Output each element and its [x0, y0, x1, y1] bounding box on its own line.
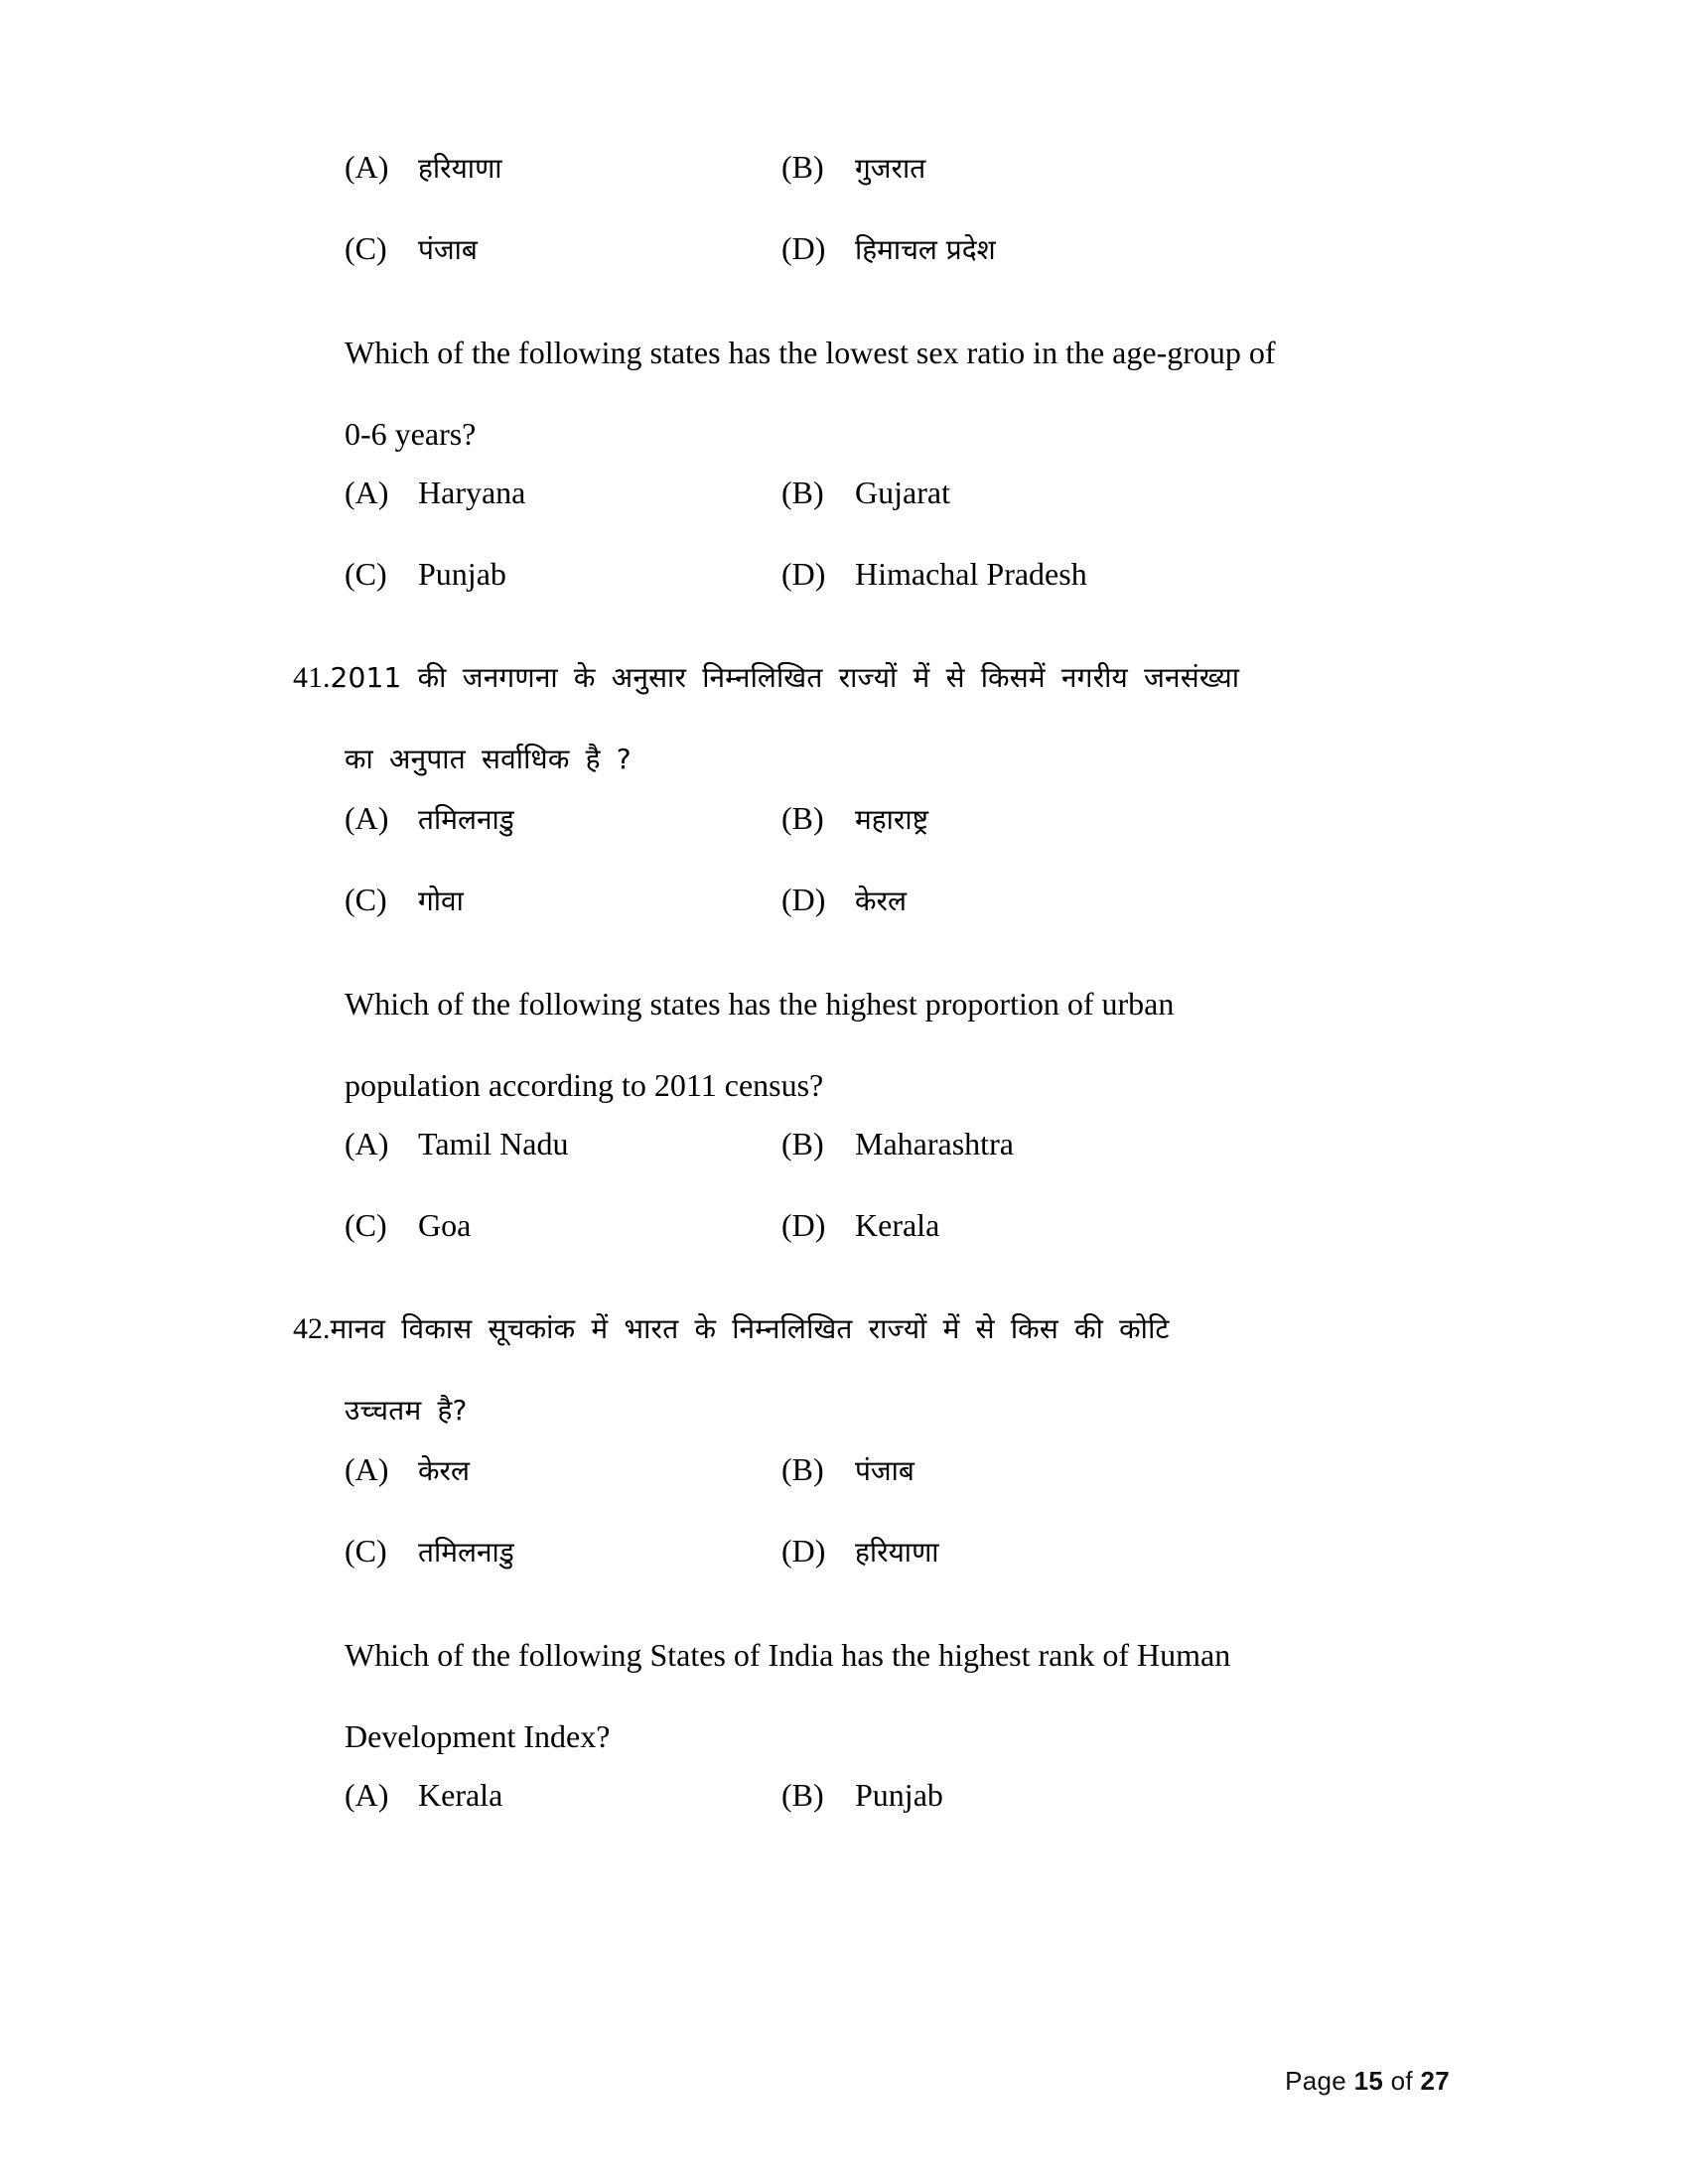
option-label: (C) — [345, 556, 387, 592]
option-label: (D) — [781, 230, 826, 266]
option-label: (A) — [345, 1451, 389, 1487]
question-number: 41. — [293, 661, 331, 694]
option-text: पंजाब — [418, 233, 478, 266]
option-a[interactable] — [293, 1451, 781, 1489]
question-line — [293, 1614, 1405, 1696]
option-text: Haryana — [418, 475, 526, 510]
question-block-41-hindi — [293, 637, 1405, 963]
option-c[interactable] — [293, 882, 781, 919]
question-text: Which of the following states has the highest proportion of urban — [345, 986, 1175, 1022]
option-d[interactable] — [781, 230, 1337, 268]
option-b[interactable] — [781, 1777, 1337, 1814]
option-row — [293, 1533, 1405, 1614]
question-text: population according to 2011 census? — [345, 1067, 824, 1103]
option-label: (C) — [345, 882, 387, 917]
option-a[interactable] — [293, 475, 781, 511]
option-label: (D) — [781, 1533, 826, 1569]
option-label: (A) — [345, 149, 389, 185]
page-content — [293, 149, 1405, 1858]
option-label: (A) — [345, 800, 389, 836]
question-line — [293, 1289, 1405, 1370]
option-row — [293, 149, 1405, 230]
page-footer — [1285, 2066, 1450, 2097]
option-a[interactable] — [293, 1777, 781, 1814]
option-text: Gujarat — [855, 475, 950, 510]
option-b[interactable] — [781, 1126, 1337, 1162]
option-text: गोवा — [418, 885, 464, 917]
question-line — [293, 393, 1405, 475]
option-label: (B) — [781, 475, 824, 510]
option-a[interactable] — [293, 1126, 781, 1162]
question-line — [293, 312, 1405, 393]
question-text: का अनुपात सर्वाधिक है ? — [345, 743, 632, 775]
footer-of-label: of — [1390, 2066, 1413, 2096]
option-row — [293, 1207, 1405, 1289]
option-text: हरियाणा — [418, 152, 502, 185]
question-block-42-english — [293, 1614, 1405, 1858]
question-text: Which of the following States of India has the highest rank of Human — [345, 1637, 1231, 1673]
question-line — [293, 1044, 1405, 1126]
option-label: (D) — [781, 882, 826, 917]
option-c[interactable] — [293, 1533, 781, 1570]
option-label: (B) — [781, 800, 824, 836]
option-text: तमिलनाडु — [418, 1536, 514, 1569]
option-text: Tamil Nadu — [418, 1126, 569, 1161]
question-block-42-hindi — [293, 1289, 1405, 1614]
footer-page-number: 15 — [1353, 2066, 1384, 2096]
option-c[interactable] — [293, 230, 781, 268]
option-label: (A) — [345, 1777, 389, 1813]
footer-page-label: Page — [1285, 2066, 1347, 2096]
question-text: 0-6 years? — [345, 416, 477, 452]
option-label: (B) — [781, 149, 824, 185]
question-block-q40-hindi-options — [293, 149, 1405, 312]
option-label: (D) — [781, 1207, 826, 1243]
option-label: (B) — [781, 1777, 824, 1813]
option-label: (A) — [345, 475, 389, 510]
option-c[interactable] — [293, 1207, 781, 1244]
option-label: (B) — [781, 1126, 824, 1161]
option-c[interactable] — [293, 556, 781, 593]
option-row — [293, 1451, 1405, 1533]
option-row — [293, 800, 1405, 882]
option-text: पंजाब — [855, 1454, 914, 1487]
question-line — [293, 719, 1405, 800]
question-text: Which of the following states has the lowest sex ratio in the age-group of — [345, 335, 1276, 370]
question-line — [293, 1696, 1405, 1777]
question-line — [293, 963, 1405, 1044]
option-b[interactable] — [781, 149, 1337, 187]
option-text: हरियाणा — [855, 1536, 939, 1569]
option-text: Himachal Pradesh — [855, 556, 1087, 592]
question-text: उच्चतम है? — [345, 1394, 468, 1427]
option-row — [293, 556, 1405, 637]
option-a[interactable] — [293, 800, 781, 838]
option-text: Kerala — [855, 1207, 940, 1243]
question-text: 2011 की जनगणना के अनुसार निम्नलिखित राज्यों में से किसमें नगरीय जनसंख्या — [330, 661, 1240, 694]
option-text: महाराष्ट्र — [855, 803, 928, 836]
footer-total-pages: 27 — [1420, 2066, 1450, 2096]
question-text: Development Index? — [345, 1718, 611, 1754]
option-d[interactable] — [781, 882, 1337, 919]
option-label: (C) — [345, 1207, 387, 1243]
option-label: (C) — [345, 1533, 387, 1569]
option-row — [293, 475, 1405, 556]
option-b[interactable] — [781, 800, 1337, 838]
question-block-q40-english — [293, 312, 1405, 637]
option-text: Maharashtra — [855, 1126, 1014, 1161]
option-text: Punjab — [855, 1777, 943, 1813]
option-label: (A) — [345, 1126, 389, 1161]
option-label: (C) — [345, 230, 387, 266]
option-text: गुजरात — [855, 152, 926, 185]
question-line — [293, 637, 1405, 719]
option-b[interactable] — [781, 475, 1337, 511]
question-block-41-english — [293, 963, 1405, 1289]
option-text: तमिलनाडु — [418, 803, 514, 836]
option-text: केरल — [855, 885, 907, 917]
option-text: केरल — [418, 1454, 470, 1487]
option-row — [293, 1777, 1405, 1858]
option-text: Punjab — [418, 556, 506, 592]
question-text: मानव विकास सूचकांक में भारत के निम्नलिखित राज्यों में से किस की कोटि — [330, 1312, 1170, 1345]
option-row — [293, 230, 1405, 312]
option-text: Goa — [418, 1207, 472, 1243]
option-text: Kerala — [418, 1777, 503, 1813]
question-line — [293, 1370, 1405, 1451]
option-b[interactable] — [781, 1451, 1337, 1489]
option-row — [293, 882, 1405, 963]
question-number: 42. — [293, 1312, 331, 1345]
option-row — [293, 1126, 1405, 1207]
option-d[interactable] — [781, 556, 1337, 593]
option-a[interactable] — [293, 149, 781, 187]
option-text: हिमाचल प्रदेश — [855, 233, 996, 266]
option-label: (D) — [781, 556, 826, 592]
option-label: (B) — [781, 1451, 824, 1487]
option-d[interactable] — [781, 1533, 1337, 1570]
option-d[interactable] — [781, 1207, 1337, 1244]
